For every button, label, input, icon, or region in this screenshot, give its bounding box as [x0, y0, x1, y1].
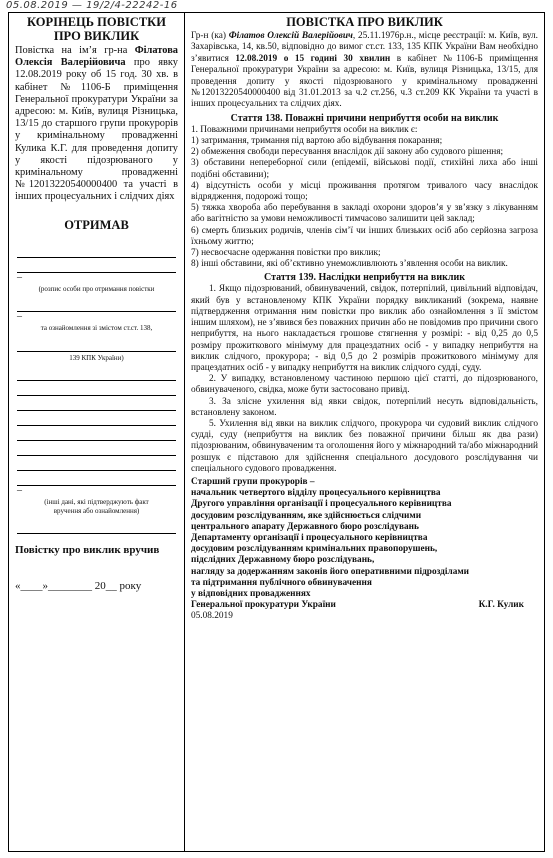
caption-receipt-signature: (розпис особи про отримання повістки: [38, 284, 155, 293]
summons-datetime: 12.08.2019 о 15 годині 30 хвилин: [235, 53, 391, 64]
signatory-name: К.Г. Кулик: [478, 600, 524, 611]
info-line-4[interactable]: [17, 411, 176, 426]
signature-line-2[interactable]: [17, 258, 176, 273]
signatory-line: Департаменту організації і процесуального керівництва: [191, 532, 428, 543]
summons-form: [8, 12, 545, 852]
info-line-9[interactable]: [17, 519, 176, 534]
caption-familiarization: та ознайомлення зі змістом ст.ст. 138,: [40, 324, 153, 333]
caption-other-data: [15, 498, 178, 515]
info-line-2[interactable]: [17, 381, 176, 396]
article-139-paragraph: 2. У випадку, встановленому частиною першою цієї статті, до підозрюваного, обвинуваченого, свідка, може бути застосовано привід.: [191, 374, 538, 396]
signatory-line: у відповідних провадженнях: [191, 588, 311, 599]
intro-a: Гр-н (ка): [191, 31, 229, 41]
dash-mark-2: –: [17, 311, 22, 323]
summons-title: ПОВІСТКА ПРО ВИКЛИК: [286, 15, 443, 29]
signatory-line: нагляду за додержанням законів його оперативними підрозділами: [191, 566, 470, 577]
info-line-5[interactable]: [17, 426, 176, 441]
stub-text: [15, 45, 178, 204]
info-line-8[interactable]: [17, 471, 176, 486]
signature-row: [191, 600, 538, 611]
caption-other-data-line-1: (інші дані, які підтверджують факт: [44, 498, 149, 507]
received-title: ОТРИМАВ: [64, 217, 129, 232]
article-138-item: 5) тяжка хвороба або перебування в закладі охорони здоров’я у зв’язку з лікуванням або вагітністю за умови неможливості тимчасово залишити цей заклад;: [191, 203, 538, 225]
article-138-item: 1. Поважними причинами неприбуття особи на виклик є:: [191, 124, 418, 135]
signatory-line: підслідних Державному бюро розслідувань,: [191, 555, 375, 566]
info-line-7[interactable]: [17, 456, 176, 471]
summons-stub: [9, 13, 185, 851]
stub-date-line[interactable]: «____»________ 20__ року: [15, 580, 142, 593]
article-139-paragraph: 3. За злісне ухилення від явки свідок, потерпілий несуть відповідальність, встановлену законом.: [191, 396, 538, 418]
article-139-body: [191, 284, 538, 474]
article-138-list: [191, 125, 538, 271]
article-138-item: 2) обмеження свободи пересування внаслідок дії закону або судового рішення;: [191, 147, 504, 158]
article-138-title: Стаття 138. Поважні причини неприбуття особи на виклик: [230, 112, 499, 124]
article-139-paragraph: 5. Ухилення від явки на виклик слідчого, прокурора чи судовий виклик слідчого судді, суду (неприбуття на виклик без поважної причини більш як два рази) підозрюваним, обвинуваченим та оголошення його у міжнародний та/або міжнародний розшук є підставою для здійснення спеціального досудового розслідування чи спеціального судового провадження.: [191, 418, 538, 474]
signatory-line: та підтримання публічного обвинувачення: [191, 577, 372, 588]
signatory-organization: Генеральної прокуратури України: [191, 600, 336, 611]
stub-title-line-1: КОРІНЕЦЬ ПОВІСТКИ: [27, 15, 166, 29]
article-138-item: 3) обставини непереборної сили (епідемії, військові події, стихійні лиха або інші подібні обставини);: [191, 158, 538, 180]
signature-line-3[interactable]: [17, 297, 176, 312]
signature-line-1[interactable]: [17, 243, 176, 258]
caption-articles: 139 КПК України): [69, 353, 124, 362]
stub-handed-by: Повістку про виклик вручив: [15, 544, 160, 557]
summons-main: [185, 13, 544, 851]
dash-mark-3: –: [17, 485, 22, 497]
intro-c: в кабінет №1106-Б приміщення Генеральної прокуратури України за адресою: м. Київ, вулиця Різницька, 13/15, для проведення допиту у якості підозрюваного у кримінальному провадженні №12013220540000400 від 31.01.2013 за ч.2 ст.256, ч.3 ст.209 КК України та участі в інших процесуальних та слідчих діях.: [191, 53, 538, 110]
article-138-item: 8) інші обставини, які об’єктивно унеможливлюють з’явлення особи на виклик.: [191, 259, 508, 270]
signatory-line: начальник четвертого відділу процесуального керівництва: [191, 488, 441, 499]
intro-b: , 25.11.1976р.н., місце реєстрації: м. Київ, вул. Захарівська, 14, кв.50, відповідно до вимог ст.ст. 133, 135 КПК України Вам необхідно з’явитися: [191, 31, 538, 64]
signatory-line: Другого управління організації і процесуального керівництва: [191, 499, 452, 510]
stub-text-rest: про явку 12.08.2019 року об 15 год. 30 хв. в кабінет №1106-Б приміщення Генеральної прокуратури України за адресою: м. Київ, вулиця Різницька, 13/15 до старшого групи прокурорів у кримінальному провадженні Кулика К.Г. для проведення допиту у якості підозрюваного у кримінальному провадженні №12013220540000400 та участі в інших процесуальних і слідчих діях: [15, 57, 178, 203]
signatory-line: досудовим розслідуванням, яке здійснюється слідчими: [191, 510, 422, 521]
signatory-line: Старший групи прокурорів –: [191, 476, 315, 487]
info-line-3[interactable]: [17, 396, 176, 411]
info-line-1[interactable]: [17, 366, 176, 381]
summons-intro-paragraph: [191, 31, 538, 111]
summons-date: 05.08.2019: [191, 611, 233, 622]
handwritten-registration-note: 05.08.2019 — 19/2/4-22242-16: [6, 0, 178, 11]
info-line-6[interactable]: [17, 441, 176, 456]
stub-text-intro: Повістка на ім’я гр-на: [15, 45, 128, 56]
signature-line-4[interactable]: [17, 337, 176, 352]
stub-title: [15, 15, 178, 43]
signatory-line: досудовим розслідуванням кримінальних правопорушень,: [191, 544, 438, 555]
caption-other-data-line-2: вручення або ознайомлення): [53, 506, 140, 515]
dash-mark-1: –: [17, 271, 22, 283]
article-138-item: 7) несвоєчасне одержання повістки про виклик;: [191, 248, 381, 259]
article-138-item: 6) смерть близьких родичів, членів сім’ї чи інших близьких осіб або серйозна загроза їхньому життю;: [191, 225, 538, 247]
signatory-line: центрального апарату Державного бюро розслідувань: [191, 521, 419, 532]
signatory-block: [191, 477, 538, 600]
article-139-paragraph: 1. Якщо підозрюваний, обвинувачений, свідок, потерпілий, цивільний відповідач, який був у встановленому КПК України порядку викликаний (зокрема, наявне підтвердження отримання ним повістки про виклик або ознайомлення з її змістом іншим шляхом), не з’явився без поважних причин або не повідомив про причини свого неприбуття, на нього накладається грошове стягнення у розмірі: - від 0,25 до 0,5 розміру прожиткового мінімуму для працездатних осіб - у випадку неприбуття на виклик слідчого, прокурора; - від 0,5 до 2 розмірів прожиткового мінімуму для працездатних осіб - у випадку неприбуття на виклик слідчого судді, суду.: [191, 284, 538, 373]
summoned-person-name: Філатов Олексій Валерійович: [228, 31, 353, 41]
stub-person-name: Філатова Олексія Валерійовича: [15, 45, 178, 69]
article-138-item: 1) затримання, тримання під вартою або відбування покарання;: [191, 136, 443, 147]
stub-title-line-2: ПРО ВИКЛИК: [53, 29, 140, 43]
article-139-title: Стаття 139. Наслідки неприбуття на виклик: [264, 272, 465, 284]
article-138-item: 4) відсутність особи у місці проживання протягом тривалого часу внаслідок відрядження, подорожі тощо;: [191, 180, 538, 203]
